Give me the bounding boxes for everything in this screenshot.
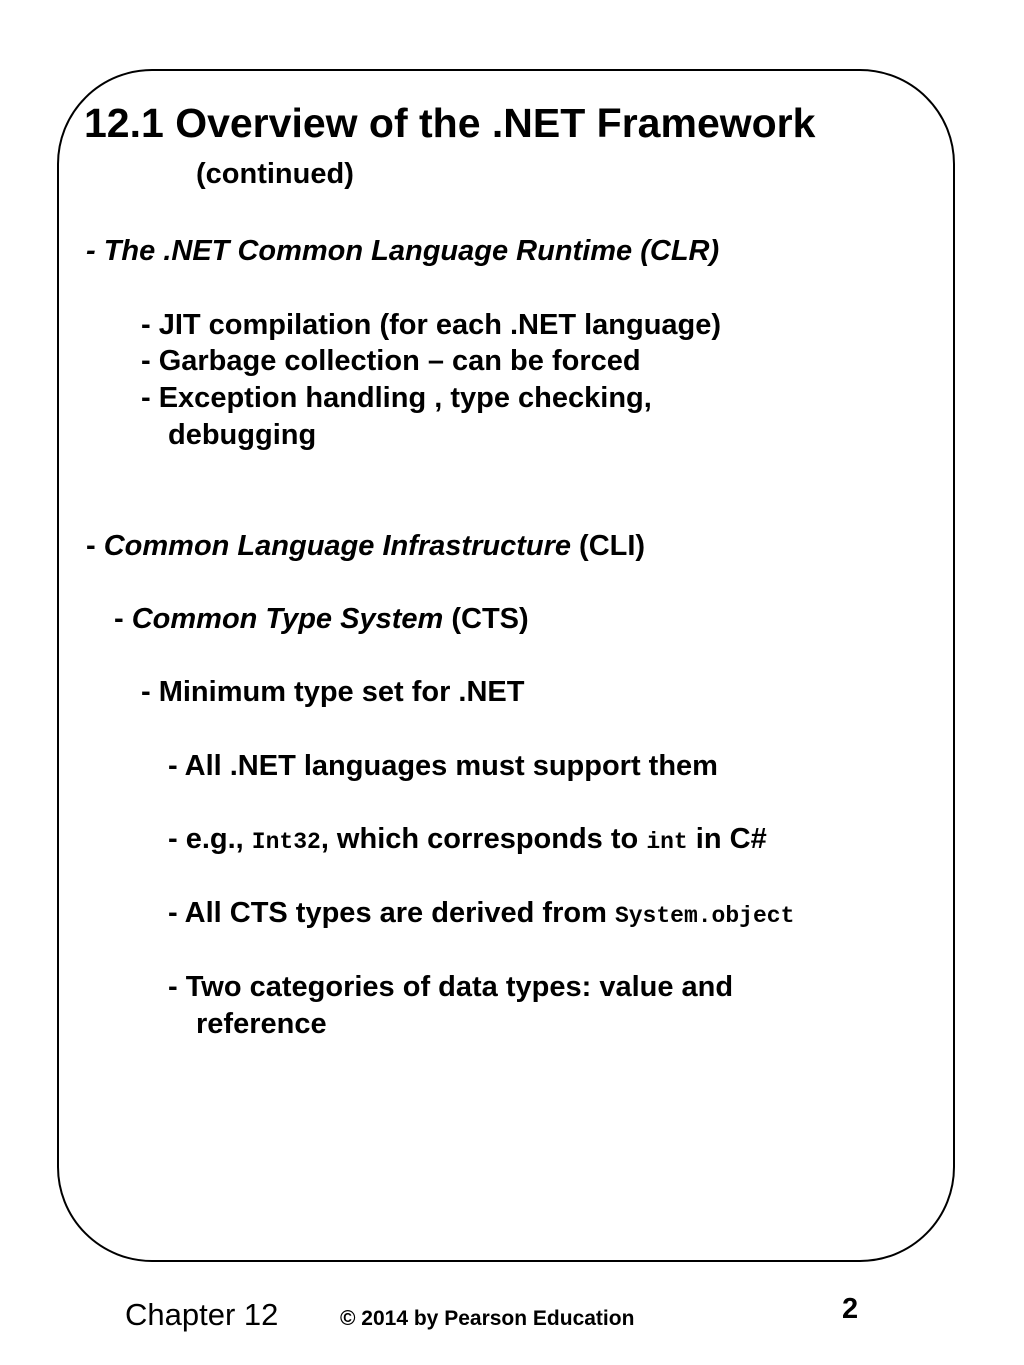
slide-subtitle: (continued): [196, 158, 354, 190]
clr-item-debugging: debugging: [168, 419, 317, 451]
cts-abbrev: (CTS): [443, 603, 529, 635]
clr-item-exception: - Exception handling , type checking,: [141, 382, 652, 414]
footer-copyright: © 2014 by Pearson Education: [340, 1307, 635, 1330]
example-suffix: in C#: [687, 823, 767, 855]
example-middle: , which corresponds to: [320, 823, 647, 855]
minimum-type-set: - Minimum type set for .NET: [141, 676, 525, 708]
cts-heading: [114, 601, 529, 637]
clr-item-garbage: - Garbage collection – can be forced: [141, 345, 641, 377]
categories-line-continued: reference: [196, 1008, 327, 1040]
cli-prefix: -: [86, 530, 104, 562]
cli-heading: [86, 528, 645, 564]
page-number: 2: [842, 1293, 859, 1325]
example-prefix: - e.g.,: [168, 823, 252, 855]
cli-name: Common Language Infrastructure: [103, 530, 571, 562]
all-languages-support: - All .NET languages must support them: [168, 750, 718, 782]
example-line: [168, 821, 767, 860]
slide-title: 12.1 Overview of the .NET Framework: [84, 100, 816, 146]
derived-code: System.object: [614, 903, 795, 929]
clr-item-jit: - JIT compilation (for each .NET language): [141, 309, 722, 341]
example-code-int32: Int32: [251, 829, 321, 855]
footer-chapter: Chapter 12: [125, 1297, 279, 1332]
derived-prefix: - All CTS types are derived from: [168, 897, 615, 929]
cts-prefix: -: [114, 603, 132, 635]
example-code-int: int: [646, 829, 688, 855]
clr-heading: - The .NET Common Language Runtime (CLR): [86, 235, 720, 267]
cts-name: Common Type System: [131, 603, 444, 635]
derived-line: [168, 895, 794, 934]
categories-line: - Two categories of data types: value and: [168, 971, 734, 1003]
cli-abbrev: (CLI): [571, 530, 646, 562]
